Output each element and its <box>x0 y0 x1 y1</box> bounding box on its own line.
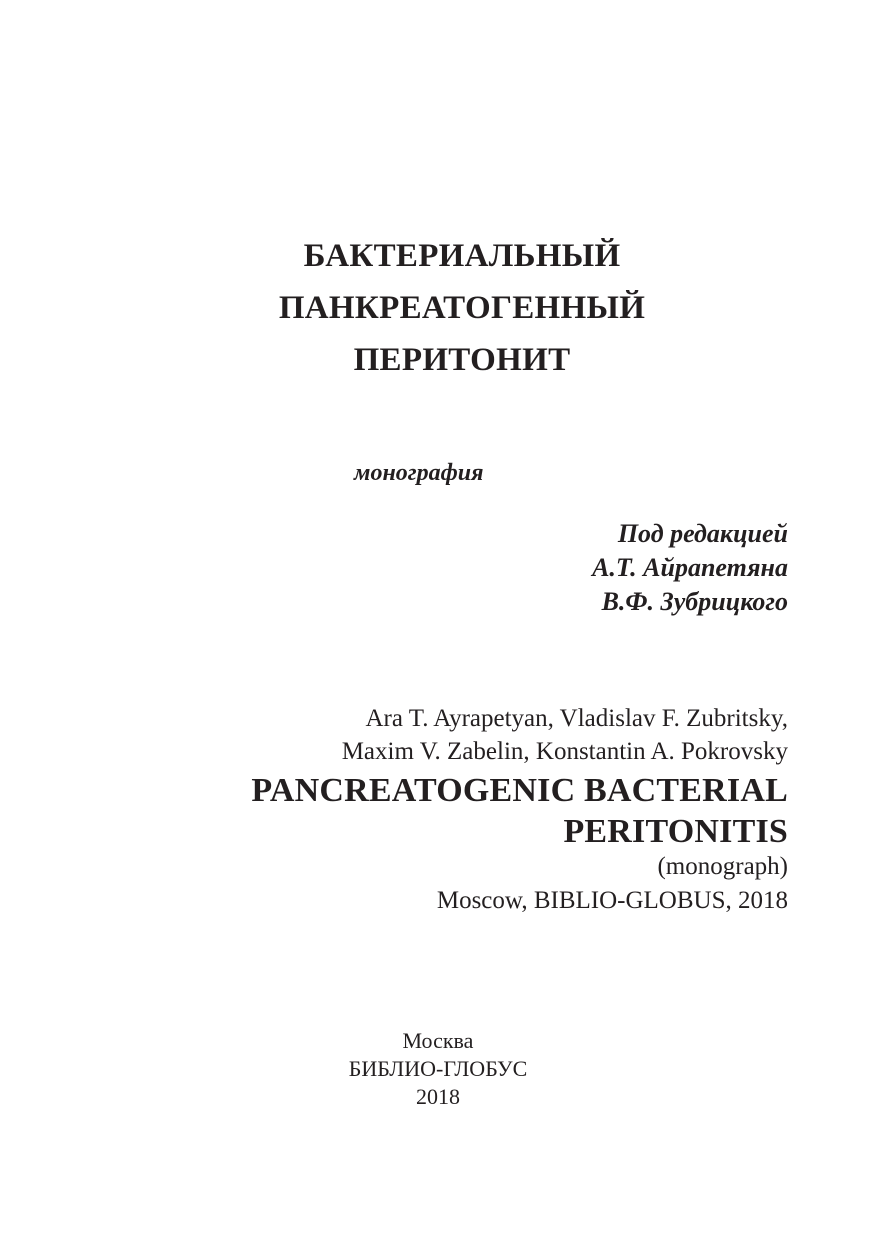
subtitle-ru: монография <box>354 460 484 486</box>
editor-name-2: В.Ф. Зубрицкого <box>601 587 788 616</box>
authors-en-line-2: Maxim V. Zabelin, Konstantin A. Pokrovsky <box>341 738 788 765</box>
title-en-line-2: PERITONITIS <box>563 813 788 850</box>
imprint-city: Москва <box>402 1028 474 1053</box>
authors-en-line-1: Ara T. Ayrapetyan, Vladislav F. Zubritsky, <box>365 705 788 732</box>
editor-name-1: А.Т. Айрапетяна <box>592 553 788 582</box>
imprint-en: Moscow, BIBLIO-GLOBUS, 2018 <box>436 887 788 914</box>
editors-heading: Под редакцией <box>617 519 788 548</box>
imprint-year: 2018 <box>416 1084 460 1109</box>
title-en-line-1: PANCREATOGENIC BACTERIAL <box>251 772 788 809</box>
title-ru-line-2: ПАНКРЕАТОГЕННЫЙ <box>278 290 646 326</box>
imprint-publisher: БИБЛИО-ГЛОБУС <box>348 1056 528 1081</box>
title-ru-line-1: БАКТЕРИАЛЬНЫЙ <box>303 238 621 274</box>
title-ru-line-3: ПЕРИТОНИТ <box>353 342 571 378</box>
monograph-label-en: (monograph) <box>657 853 788 880</box>
